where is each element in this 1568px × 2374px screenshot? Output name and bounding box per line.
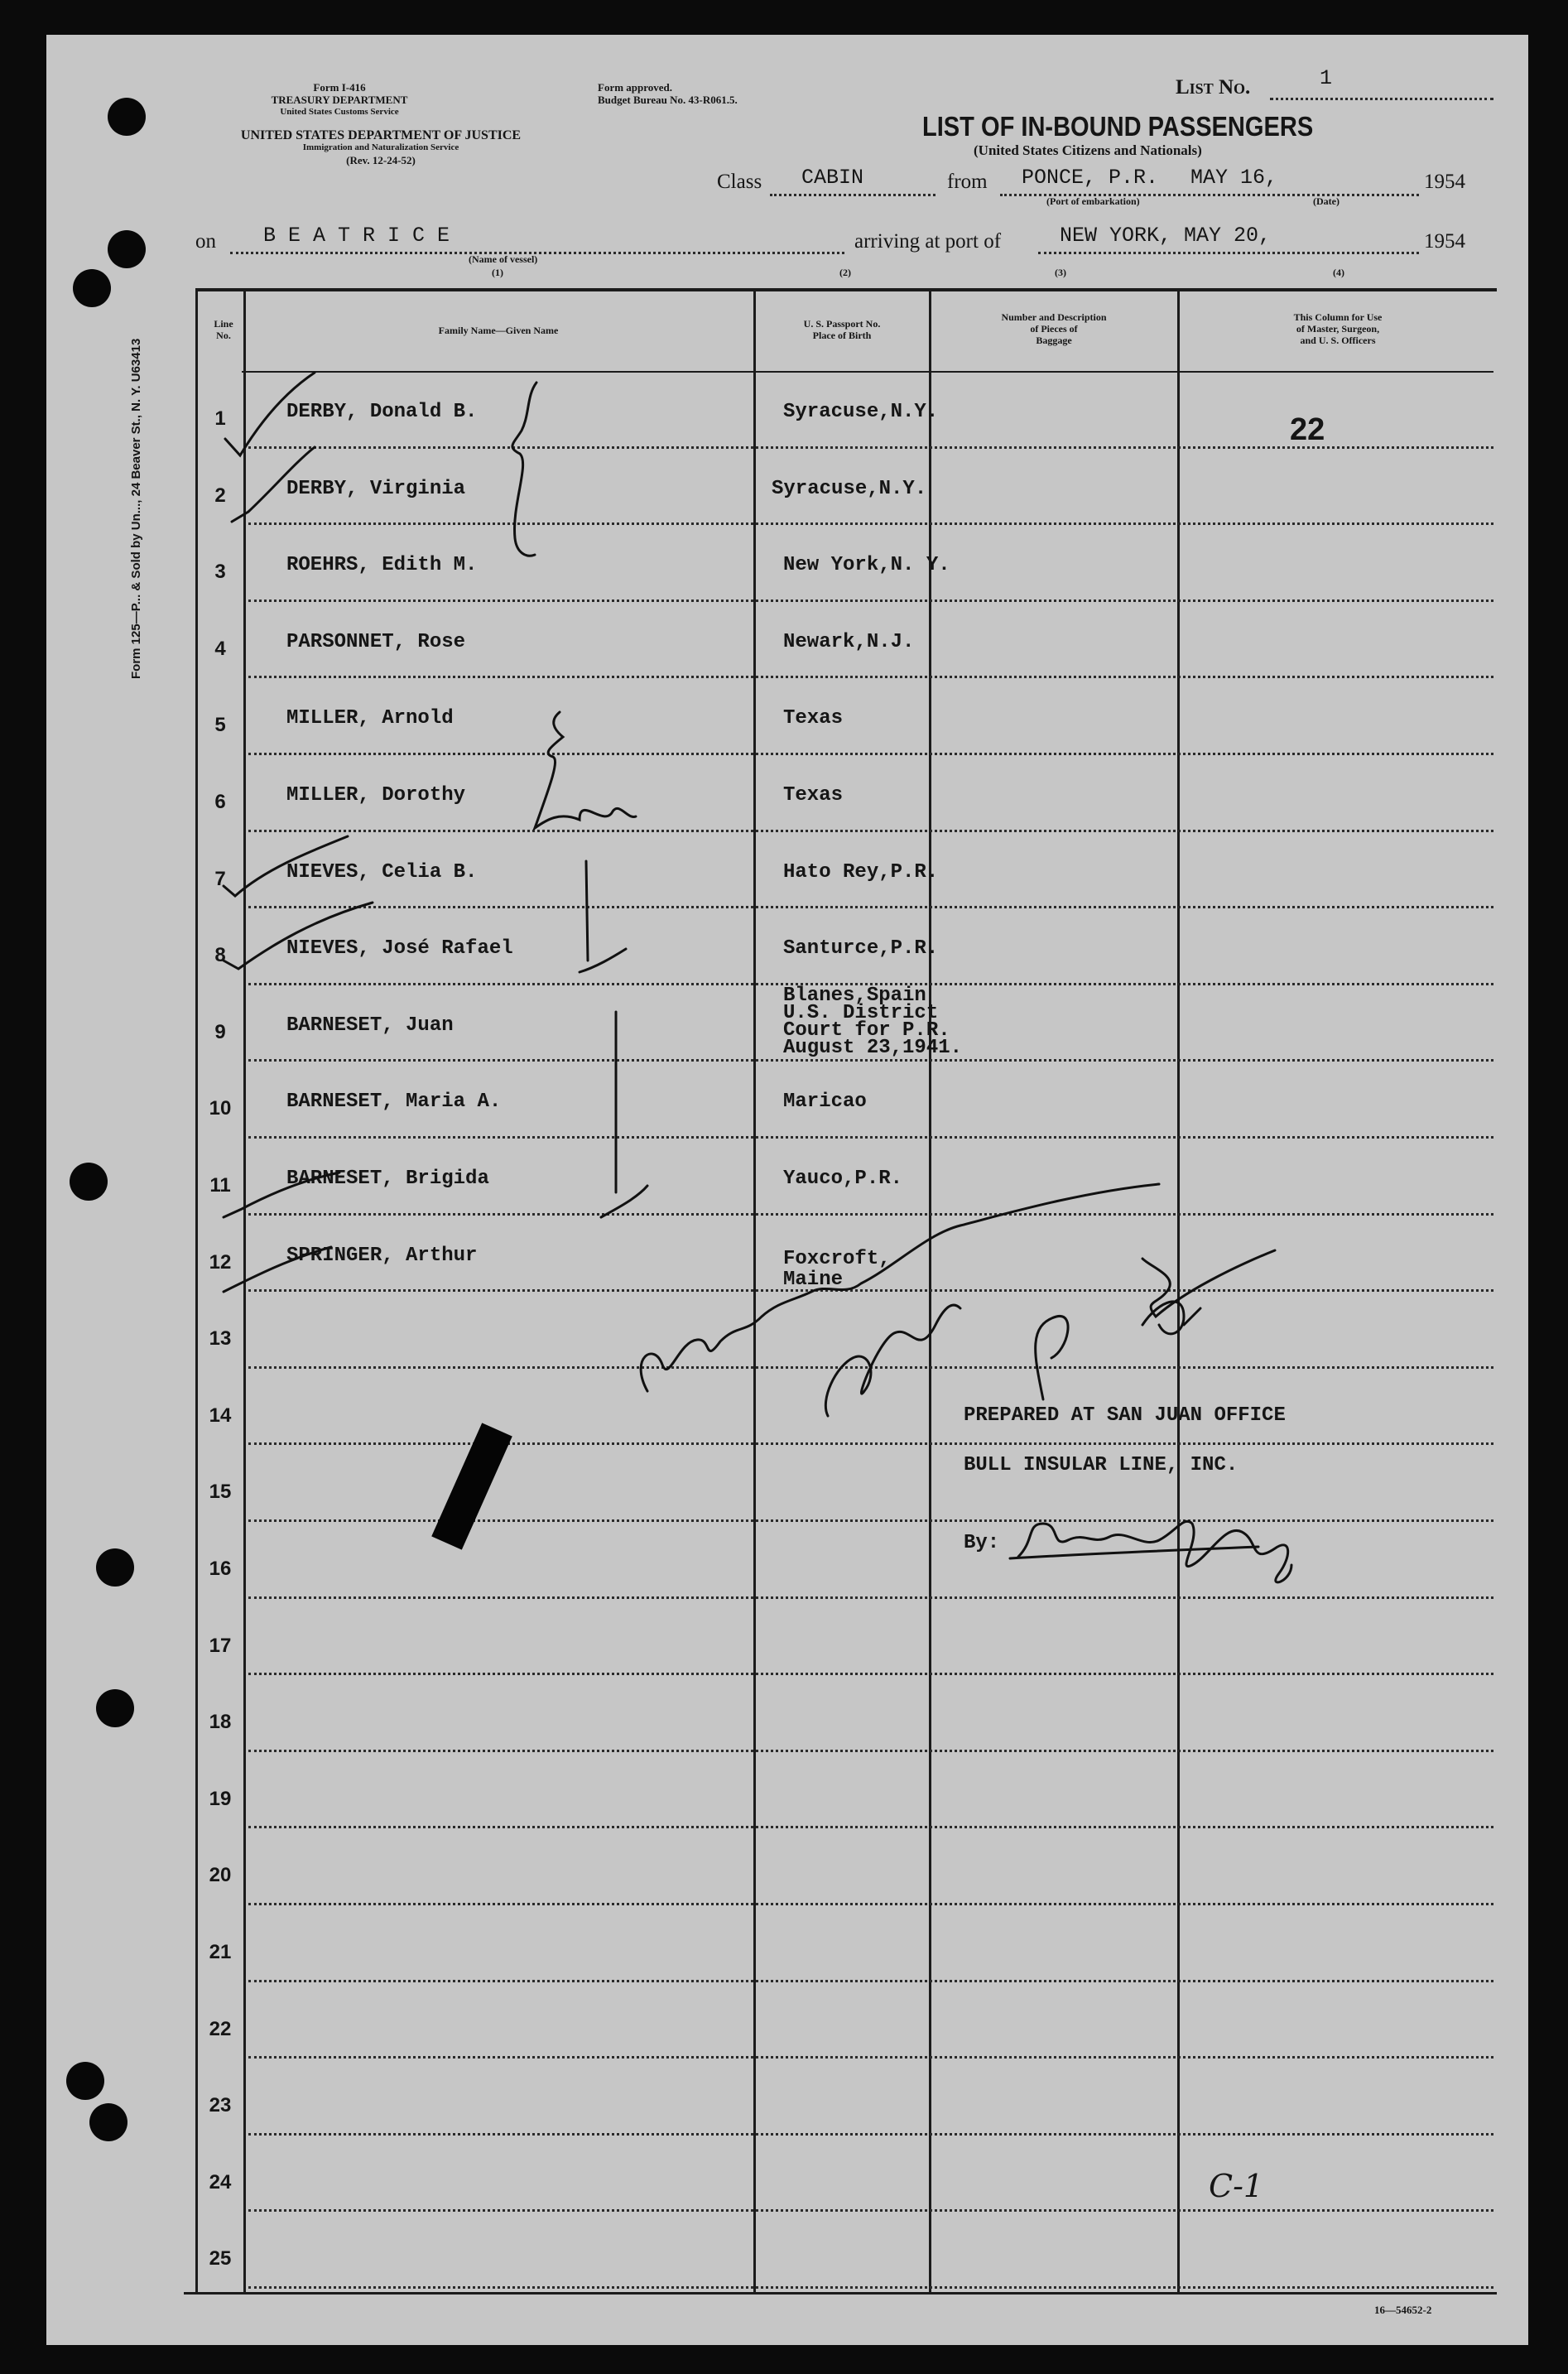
bracket-mark <box>601 1012 647 1217</box>
ins-name: Immigration and Naturalization Service <box>302 142 459 152</box>
place-of-birth: Maricao <box>783 1091 867 1114</box>
prepared-by-label: By: <box>964 1532 1000 1554</box>
birth-row12-line: Foxcroft, <box>783 1248 891 1270</box>
col-header-passport-line: U. S. Passport No. <box>803 318 881 330</box>
col-header-officers-line: and U. S. Officers <box>1300 335 1376 346</box>
page-title: LIST OF IN-BOUND PASSENGERS <box>922 111 1314 142</box>
handwritten-c1: C-1 <box>1209 2168 1264 2204</box>
birth-row12-line: Maine <box>783 1269 844 1291</box>
line-number: 24 <box>209 2170 232 2193</box>
signature <box>1036 1316 1068 1399</box>
arriving-label: arriving at port of <box>854 230 1002 253</box>
col-number-3: (3) <box>1055 267 1066 278</box>
birth-row9-line: Blanes,Spain <box>783 985 926 1007</box>
signature <box>641 1184 1159 1391</box>
arrival-value: NEW YORK, MAY 20, <box>1060 224 1272 248</box>
col-header-passport-line: Place of Birth <box>812 330 872 341</box>
brace-mark <box>512 383 536 556</box>
passenger-name: DERBY, Virginia <box>286 477 466 500</box>
list-no-label: List No. <box>1176 76 1251 99</box>
class-value: CABIN <box>801 166 864 190</box>
place-of-birth: Texas <box>783 784 844 807</box>
check-mark <box>224 1173 339 1217</box>
check-mark <box>225 373 315 455</box>
line-number: 13 <box>209 1327 232 1351</box>
line-number: 16 <box>209 1558 232 1580</box>
line-number: 4 <box>214 637 226 660</box>
line-number: 14 <box>209 1404 232 1427</box>
form-approved: Form approved. <box>598 81 673 94</box>
place-of-birth: Texas <box>783 707 844 730</box>
line-number: 6 <box>214 791 226 813</box>
place-of-birth: Hato Rey,P.R. <box>783 860 939 884</box>
signature <box>1010 1547 1258 1558</box>
justice-department: UNITED STATES DEPARTMENT OF JUSTICE <box>240 128 522 142</box>
col-header-officers-line: This Column for Use <box>1293 311 1383 323</box>
brace-mark <box>535 712 636 828</box>
port-embarkation-note: (Port of embarkation) <box>1046 195 1140 207</box>
page-subtitle: (United States Citizens and Nationals) <box>974 142 1202 158</box>
birth-row9-line: August 23,1941. <box>783 1037 963 1059</box>
place-of-birth: Santurce,P.R. <box>783 937 939 961</box>
customs-service: United States Customs Service <box>280 107 399 117</box>
place-of-birth: New York,N. Y. <box>783 554 950 577</box>
line-number: 17 <box>209 1634 232 1657</box>
passenger-name: SPRINGER, Arthur <box>286 1244 478 1267</box>
vessel-value: B E A T R I C E <box>263 224 450 248</box>
line-number: 2 <box>214 484 226 507</box>
check-mark <box>224 1247 331 1292</box>
officer-mark: 22 <box>1290 412 1325 447</box>
line-number: 22 <box>209 2017 232 2040</box>
from-label: from <box>947 171 988 193</box>
signature <box>825 1305 960 1416</box>
side-imprint: Form 125—P... & Sold by Un..., 24 Beaver St., N. Y. U63413 <box>129 338 143 679</box>
bracket-mark <box>580 861 626 972</box>
passenger-name: PARSONNET, Rose <box>286 630 466 653</box>
passenger-name: BARNESET, Maria A. <box>286 1091 502 1114</box>
passenger-name: BARNESET, Juan <box>286 1014 454 1037</box>
check-mark <box>232 447 315 522</box>
line-number: 23 <box>209 2094 232 2117</box>
check-mark <box>224 903 373 969</box>
check-mark <box>224 836 348 896</box>
date-note: (Date) <box>1313 195 1340 207</box>
treasury-department: TREASURY DEPARTMENT <box>271 94 408 106</box>
line-number: 5 <box>214 714 226 737</box>
from-date-value: MAY 16, <box>1190 166 1278 190</box>
place-of-birth: Syracuse,N.Y. <box>772 477 927 500</box>
passenger-name: NIEVES, Celia B. <box>286 860 478 884</box>
col-header-officers-line: of Master, Surgeon, <box>1296 323 1380 335</box>
passenger-name: MILLER, Arnold <box>286 707 454 730</box>
on-label: on <box>195 230 216 253</box>
from-port-value: PONCE, P.R. <box>1022 166 1159 190</box>
passenger-name: ROEHRS, Edith M. <box>286 554 478 577</box>
place-of-birth: Syracuse,N.Y. <box>783 401 939 423</box>
stamp-mark <box>431 1423 512 1549</box>
col-header-baggage-line: Baggage <box>1036 335 1072 346</box>
place-of-birth: Yauco,P.R. <box>783 1168 903 1190</box>
col-header-baggage-line: Number and Description <box>1001 311 1107 323</box>
line-number: 9 <box>214 1020 226 1043</box>
col-number-4: (4) <box>1333 267 1344 278</box>
line-number: 3 <box>214 561 226 584</box>
place-of-birth: Newark,N.J. <box>783 630 915 653</box>
line-number: 10 <box>209 1097 232 1120</box>
col-number-2: (2) <box>839 267 851 278</box>
prepared-office: PREPARED AT SAN JUAN OFFICE <box>964 1404 1286 1427</box>
vessel-note: (Name of vessel) <box>469 253 538 265</box>
budget-bureau: Budget Bureau No. 43-R061.5. <box>598 94 738 106</box>
line-number: 8 <box>214 944 226 967</box>
line-number: 11 <box>209 1174 231 1197</box>
line-number: 18 <box>209 1711 232 1734</box>
line-number: 25 <box>209 2247 232 2270</box>
passenger-name: BARNESET, Brigida <box>286 1168 489 1190</box>
form-number: Form I-416 <box>313 81 366 94</box>
year-arrival: 1954 <box>1424 230 1465 253</box>
class-label: Class <box>717 171 762 193</box>
passenger-name: NIEVES, José Rafael <box>286 937 513 961</box>
passenger-name: MILLER, Dorothy <box>286 784 466 807</box>
revision: (Rev. 12-24-52) <box>346 154 416 166</box>
line-number: 19 <box>209 1787 232 1810</box>
line-number: 1 <box>214 407 226 430</box>
line-number: 7 <box>214 867 226 890</box>
line-number: 21 <box>209 1941 232 1963</box>
passenger-name: DERBY, Donald B. <box>286 401 478 423</box>
footer-code: 16—54652-2 <box>1374 2304 1432 2316</box>
line-number: 15 <box>209 1481 232 1504</box>
signature <box>1142 1250 1275 1317</box>
birth-row9-line: Court for P.R. <box>783 1019 950 1042</box>
col-header-baggage-line: of Pieces of <box>1030 323 1078 335</box>
line-number: 12 <box>209 1250 232 1274</box>
line-number: 20 <box>209 1864 232 1887</box>
col-header-name: Family Name—Given Name <box>438 325 559 336</box>
year-from: 1954 <box>1424 171 1465 193</box>
col-number-1: (1) <box>492 267 503 278</box>
col-header-line-no: Line No. <box>214 318 233 341</box>
prepared-line: BULL INSULAR LINE, INC. <box>964 1454 1239 1476</box>
birth-row9-line: U.S. District <box>783 1002 939 1024</box>
list-no-value: 1 <box>1320 66 1333 90</box>
